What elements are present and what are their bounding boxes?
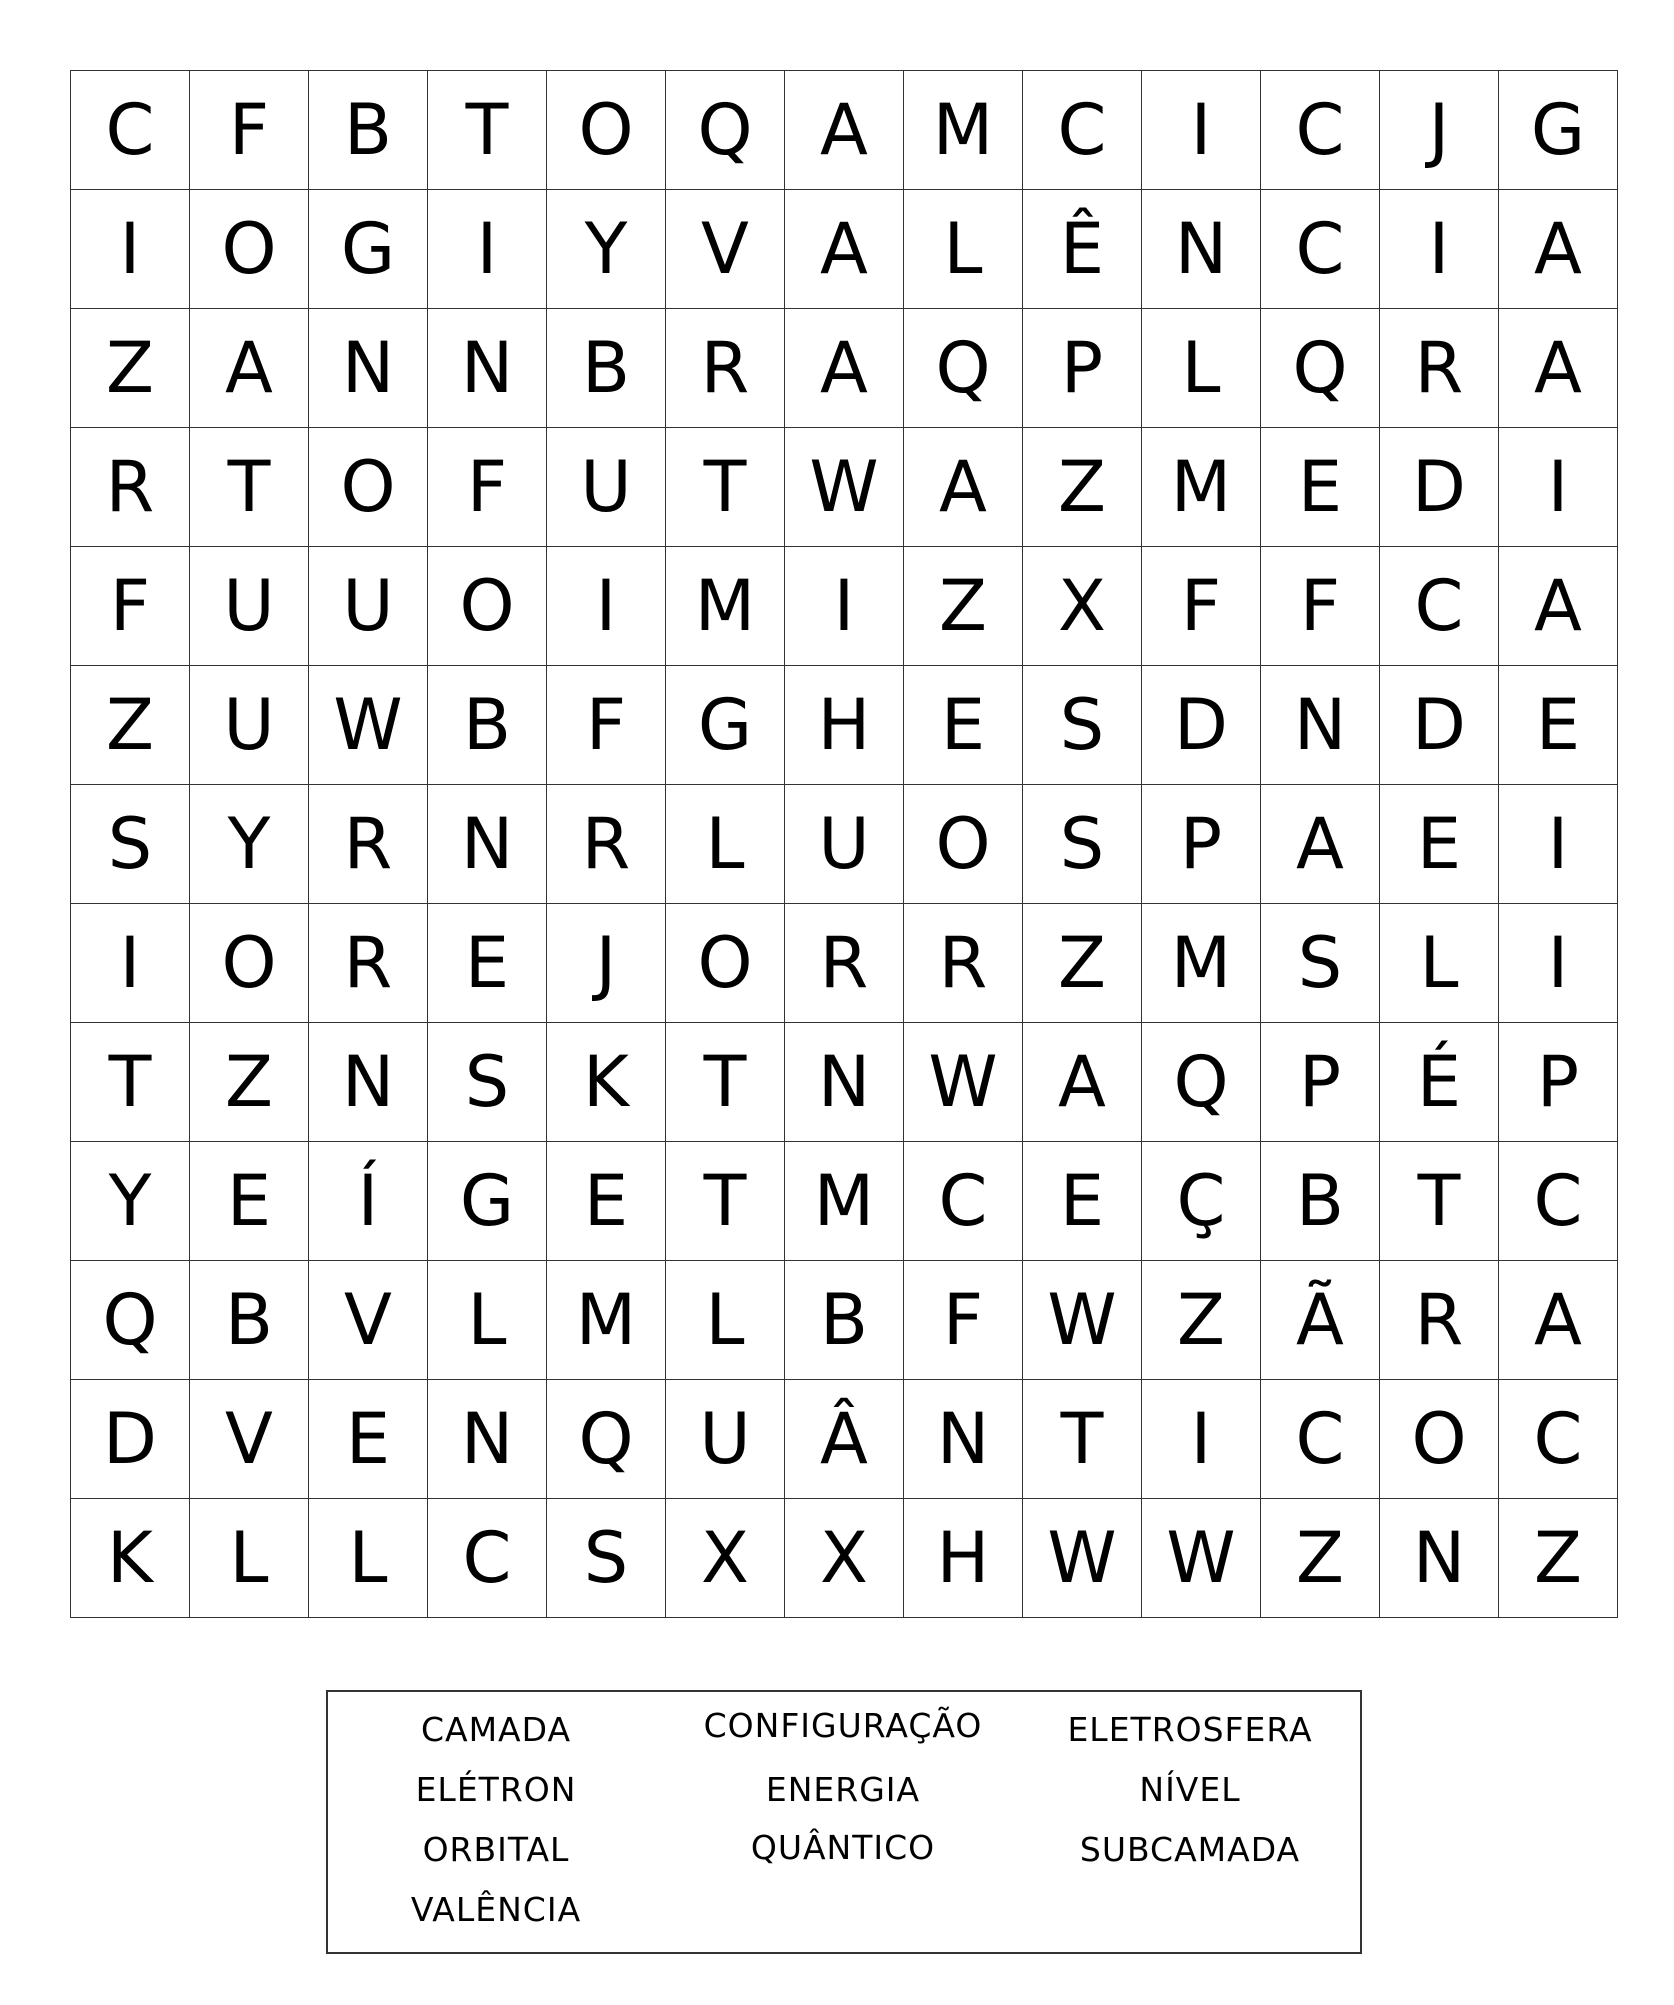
grid-cell[interactable]: Q bbox=[71, 1261, 190, 1380]
grid-cell[interactable]: A bbox=[904, 428, 1023, 547]
grid-cell[interactable]: D bbox=[71, 1380, 190, 1499]
grid-cell[interactable]: C bbox=[71, 71, 190, 190]
grid-cell[interactable]: I bbox=[1499, 428, 1618, 547]
grid-cell[interactable]: F bbox=[71, 547, 190, 666]
grid-cell[interactable]: F bbox=[1142, 547, 1261, 666]
grid-cell[interactable]: Z bbox=[1023, 904, 1142, 1023]
grid-cell[interactable]: N bbox=[1261, 666, 1380, 785]
grid-cell[interactable]: E bbox=[547, 1142, 666, 1261]
grid-cell[interactable]: H bbox=[785, 666, 904, 785]
grid-cell[interactable]: R bbox=[1380, 309, 1499, 428]
grid-cell[interactable]: S bbox=[1023, 785, 1142, 904]
grid-cell[interactable]: S bbox=[71, 785, 190, 904]
grid-cell[interactable]: L bbox=[190, 1499, 309, 1618]
grid-cell[interactable]: E bbox=[1380, 785, 1499, 904]
word-list-item: VALÊNCIA bbox=[410, 1890, 582, 1929]
grid-cell[interactable]: V bbox=[190, 1380, 309, 1499]
grid-cell[interactable]: R bbox=[547, 785, 666, 904]
grid-cell[interactable]: C bbox=[1499, 1142, 1618, 1261]
grid-cell[interactable]: N bbox=[309, 309, 428, 428]
grid-cell[interactable]: Z bbox=[1261, 1499, 1380, 1618]
grid-cell[interactable]: U bbox=[190, 666, 309, 785]
grid-cell[interactable]: U bbox=[190, 547, 309, 666]
grid-cell[interactable]: N bbox=[904, 1380, 1023, 1499]
grid-cell[interactable]: G bbox=[309, 190, 428, 309]
word-list-item: CAMADA bbox=[420, 1710, 572, 1749]
grid-cell[interactable]: O bbox=[547, 71, 666, 190]
grid-cell[interactable]: N bbox=[309, 1023, 428, 1142]
grid-cell[interactable]: O bbox=[428, 547, 547, 666]
grid-cell[interactable]: Ç bbox=[1142, 1142, 1261, 1261]
grid-cell[interactable]: M bbox=[1142, 904, 1261, 1023]
grid-cell[interactable]: N bbox=[428, 309, 547, 428]
grid-cell[interactable]: F bbox=[428, 428, 547, 547]
grid-cell[interactable]: B bbox=[1261, 1142, 1380, 1261]
grid-cell[interactable]: U bbox=[309, 547, 428, 666]
grid-cell[interactable]: I bbox=[1380, 190, 1499, 309]
grid-cell[interactable]: X bbox=[785, 1499, 904, 1618]
grid-cell[interactable]: W bbox=[309, 666, 428, 785]
grid-cell[interactable]: M bbox=[1142, 428, 1261, 547]
word-list-item: ORBITAL bbox=[422, 1830, 570, 1869]
grid-cell[interactable]: I bbox=[1142, 1380, 1261, 1499]
grid-cell[interactable]: P bbox=[1142, 785, 1261, 904]
grid-cell[interactable]: Y bbox=[190, 785, 309, 904]
grid-cell[interactable]: I bbox=[1499, 904, 1618, 1023]
grid-cell[interactable]: C bbox=[904, 1142, 1023, 1261]
grid-cell[interactable]: Y bbox=[71, 1142, 190, 1261]
grid-cell[interactable]: X bbox=[1023, 547, 1142, 666]
grid-cell[interactable]: N bbox=[1142, 190, 1261, 309]
grid-cell[interactable]: C bbox=[1023, 71, 1142, 190]
grid-cell[interactable]: S bbox=[1261, 904, 1380, 1023]
grid-cell[interactable]: P bbox=[1261, 1023, 1380, 1142]
grid-cell[interactable]: W bbox=[904, 1023, 1023, 1142]
grid-cell[interactable]: N bbox=[785, 1023, 904, 1142]
grid-cell[interactable]: K bbox=[547, 1023, 666, 1142]
grid-cell[interactable]: P bbox=[1023, 309, 1142, 428]
grid-cell[interactable]: W bbox=[1023, 1499, 1142, 1618]
grid-cell[interactable]: D bbox=[1380, 666, 1499, 785]
grid-cell[interactable]: X bbox=[666, 1499, 785, 1618]
grid-cell[interactable]: A bbox=[1499, 1261, 1618, 1380]
word-list-box bbox=[326, 1690, 1362, 1954]
grid-cell[interactable]: U bbox=[666, 1380, 785, 1499]
grid-cell[interactable]: L bbox=[428, 1261, 547, 1380]
grid-cell[interactable]: Z bbox=[71, 666, 190, 785]
grid-cell[interactable]: U bbox=[547, 428, 666, 547]
grid-cell[interactable]: A bbox=[1499, 547, 1618, 666]
grid-cell[interactable]: E bbox=[1023, 1142, 1142, 1261]
grid-cell[interactable]: L bbox=[1380, 904, 1499, 1023]
grid-cell[interactable]: I bbox=[1499, 785, 1618, 904]
grid-cell[interactable]: V bbox=[309, 1261, 428, 1380]
grid-cell[interactable]: I bbox=[71, 904, 190, 1023]
grid-cell[interactable]: A bbox=[1261, 785, 1380, 904]
grid-cell[interactable]: N bbox=[428, 785, 547, 904]
grid-cell[interactable]: A bbox=[1499, 190, 1618, 309]
grid-cell[interactable]: J bbox=[547, 904, 666, 1023]
grid-cell[interactable]: U bbox=[785, 785, 904, 904]
word-list-item: SUBCAMADA bbox=[1079, 1830, 1301, 1869]
grid-cell[interactable]: R bbox=[666, 309, 785, 428]
grid-cell[interactable]: G bbox=[666, 666, 785, 785]
grid-cell[interactable]: F bbox=[904, 1261, 1023, 1380]
grid-cell[interactable]: T bbox=[666, 428, 785, 547]
grid-cell[interactable]: B bbox=[785, 1261, 904, 1380]
grid-cell[interactable]: A bbox=[1499, 309, 1618, 428]
grid-cell[interactable]: O bbox=[904, 785, 1023, 904]
word-list-item: ENERGIA bbox=[765, 1770, 921, 1809]
grid-cell[interactable]: Z bbox=[1499, 1499, 1618, 1618]
grid-cell[interactable]: R bbox=[309, 785, 428, 904]
grid-cell[interactable]: P bbox=[1499, 1023, 1618, 1142]
grid-cell[interactable]: I bbox=[547, 547, 666, 666]
grid-cell[interactable]: S bbox=[1023, 666, 1142, 785]
grid-cell[interactable]: C bbox=[1380, 547, 1499, 666]
grid-cell[interactable]: E bbox=[1499, 666, 1618, 785]
grid-cell[interactable]: D bbox=[1380, 428, 1499, 547]
grid-cell[interactable]: M bbox=[904, 71, 1023, 190]
grid-cell[interactable]: O bbox=[190, 904, 309, 1023]
grid-cell[interactable]: S bbox=[547, 1499, 666, 1618]
grid-cell[interactable]: C bbox=[428, 1499, 547, 1618]
grid-cell[interactable]: Z bbox=[71, 309, 190, 428]
grid-cell[interactable]: G bbox=[428, 1142, 547, 1261]
grid-cell[interactable]: A bbox=[785, 309, 904, 428]
grid-cell[interactable]: T bbox=[666, 1023, 785, 1142]
grid-cell[interactable]: I bbox=[71, 190, 190, 309]
grid-cell[interactable]: M bbox=[666, 547, 785, 666]
grid-cell[interactable]: E bbox=[904, 666, 1023, 785]
grid-cell[interactable]: T bbox=[71, 1023, 190, 1142]
grid-cell[interactable]: L bbox=[666, 1261, 785, 1380]
grid-cell[interactable]: Q bbox=[666, 71, 785, 190]
word-list-item: ELETROSFERA bbox=[1067, 1710, 1313, 1749]
grid-cell[interactable]: Q bbox=[1261, 309, 1380, 428]
grid-cell[interactable]: C bbox=[1499, 1380, 1618, 1499]
grid-cell[interactable]: C bbox=[1261, 1380, 1380, 1499]
grid-cell[interactable]: O bbox=[1380, 1380, 1499, 1499]
grid-cell[interactable]: V bbox=[666, 190, 785, 309]
grid-cell[interactable]: Q bbox=[1142, 1023, 1261, 1142]
grid-cell[interactable]: T bbox=[428, 71, 547, 190]
grid-cell[interactable]: R bbox=[71, 428, 190, 547]
grid-cell[interactable]: N bbox=[428, 1380, 547, 1499]
grid-cell[interactable]: L bbox=[904, 190, 1023, 309]
grid-cell[interactable]: I bbox=[428, 190, 547, 309]
grid-cell[interactable]: A bbox=[785, 190, 904, 309]
grid-cell[interactable]: Z bbox=[1023, 428, 1142, 547]
grid-cell[interactable]: K bbox=[71, 1499, 190, 1618]
word-list-item: NÍVEL bbox=[1139, 1770, 1241, 1809]
grid-cell[interactable]: C bbox=[1261, 71, 1380, 190]
grid-cell[interactable]: B bbox=[190, 1261, 309, 1380]
grid-cell[interactable]: L bbox=[309, 1499, 428, 1618]
grid-cell[interactable]: O bbox=[309, 428, 428, 547]
grid-cell[interactable]: O bbox=[190, 190, 309, 309]
grid-cell[interactable]: G bbox=[1499, 71, 1618, 190]
grid-cell[interactable]: T bbox=[666, 1142, 785, 1261]
grid-cell[interactable]: E bbox=[428, 904, 547, 1023]
word-list-item: QUÂNTICO bbox=[750, 1828, 936, 1867]
grid-cell[interactable]: A bbox=[190, 309, 309, 428]
word-search-grid bbox=[70, 70, 1618, 1618]
grid-cell[interactable]: N bbox=[1380, 1499, 1499, 1618]
grid-cell[interactable]: B bbox=[428, 666, 547, 785]
word-list-item: CONFIGURAÇÃO bbox=[703, 1706, 983, 1745]
grid-cell[interactable]: Z bbox=[1142, 1261, 1261, 1380]
grid-cell[interactable]: J bbox=[1380, 71, 1499, 190]
grid-cell[interactable]: E bbox=[309, 1380, 428, 1499]
grid-cell[interactable]: Ê bbox=[1023, 190, 1142, 309]
grid-cell[interactable]: A bbox=[1023, 1023, 1142, 1142]
grid-cell[interactable]: R bbox=[309, 904, 428, 1023]
grid-cell[interactable]: Z bbox=[904, 547, 1023, 666]
grid-cell[interactable]: Í bbox=[309, 1142, 428, 1261]
grid-cell[interactable]: R bbox=[785, 904, 904, 1023]
grid-cell[interactable]: Z bbox=[190, 1023, 309, 1142]
grid-cell[interactable]: I bbox=[1142, 71, 1261, 190]
grid-cell[interactable]: B bbox=[309, 71, 428, 190]
grid-cell[interactable]: O bbox=[666, 904, 785, 1023]
grid-cell[interactable]: M bbox=[547, 1261, 666, 1380]
grid-cell[interactable]: F bbox=[547, 666, 666, 785]
grid-cell[interactable]: H bbox=[904, 1499, 1023, 1618]
grid-cell[interactable]: B bbox=[547, 309, 666, 428]
grid-cell[interactable]: T bbox=[1380, 1142, 1499, 1261]
grid-cell[interactable]: W bbox=[1142, 1499, 1261, 1618]
grid-cell[interactable]: R bbox=[904, 904, 1023, 1023]
grid-cell[interactable]: D bbox=[1142, 666, 1261, 785]
grid-cell[interactable]: Q bbox=[547, 1380, 666, 1499]
grid-cell[interactable]: Â bbox=[785, 1380, 904, 1499]
grid-cell[interactable]: Y bbox=[547, 190, 666, 309]
grid-cell[interactable]: Ã bbox=[1261, 1261, 1380, 1380]
grid-cell[interactable]: M bbox=[785, 1142, 904, 1261]
grid-cell[interactable]: É bbox=[1380, 1023, 1499, 1142]
grid-cell[interactable]: A bbox=[785, 71, 904, 190]
grid-cell[interactable]: I bbox=[785, 547, 904, 666]
grid-cell[interactable]: C bbox=[1261, 190, 1380, 309]
grid-cell[interactable]: R bbox=[1380, 1261, 1499, 1380]
grid-cell[interactable]: T bbox=[190, 428, 309, 547]
grid-cell[interactable]: L bbox=[666, 785, 785, 904]
grid-cell[interactable]: Q bbox=[904, 309, 1023, 428]
grid-cell[interactable]: W bbox=[785, 428, 904, 547]
grid-cell[interactable]: W bbox=[1023, 1261, 1142, 1380]
grid-cell[interactable]: L bbox=[1142, 309, 1261, 428]
grid-cell[interactable]: S bbox=[428, 1023, 547, 1142]
grid-cell[interactable]: E bbox=[190, 1142, 309, 1261]
grid-cell[interactable]: F bbox=[1261, 547, 1380, 666]
grid-cell[interactable]: F bbox=[190, 71, 309, 190]
word-list-item: ELÉTRON bbox=[415, 1770, 577, 1809]
grid-cell[interactable]: T bbox=[1023, 1380, 1142, 1499]
grid-cell[interactable]: E bbox=[1261, 428, 1380, 547]
